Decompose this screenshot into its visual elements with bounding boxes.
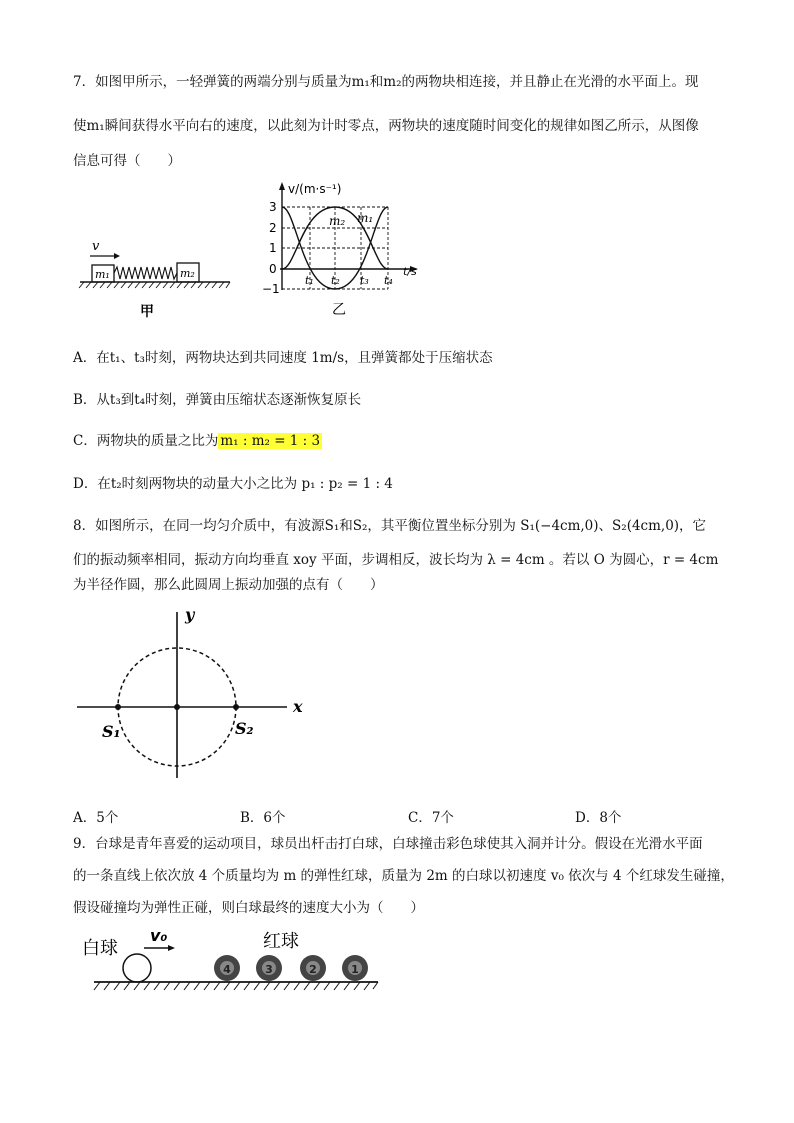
y-axis-label: y [185,605,195,624]
red-ball-4-number: 4 [223,963,231,976]
table-hatching [94,982,378,990]
q8-stem-line-2: 们的振动频率相同，振动方向均垂直 xoy 平面，步调相反，波长均为 λ = 4cm 。若以 O 为圆心，r = 4cm [73,552,719,568]
q8-stem-line-1: 8．如图所示，在同一均匀介质中，有波源S₁和S₂，其平衡位置坐标分别为 S₁(−4cm,0)、S₂(4cm,0)，它 [73,518,707,534]
y-tick-1: 1 [269,241,277,255]
y-axis-label: v/(m·s⁻¹) [288,182,342,196]
spring [114,267,177,279]
curve-label-m1: m₁ [357,211,374,225]
q8-option-c[interactable]: C．7个 [408,810,454,826]
y-tick-3: 3 [269,200,277,214]
q9-stem-line-3: 假设碰撞均为弹性正碰，则白球最终的速度大小为（ ） [73,900,424,916]
q9-figure-billiards [80,922,385,994]
q8-stem-line-3: 为半径作圆，那么此圆周上振动加强的点有（ ） [73,577,384,593]
y-tick-minus-1: −1 [262,282,280,296]
y-axis-arrowhead [279,182,285,190]
white-ball-label: 白球 [82,938,118,959]
velocity-label: v₀ [150,926,168,945]
q7-stem-line-1: 7．如图甲所示，一轻弹簧的两端分别与质量为m₁和m₂的两物块相连接，并且静止在光滑的水平面上。现 [73,74,699,90]
q7-stem-line-3: 信息可得（ ） [73,153,181,169]
block-m2-label: m₂ [180,267,195,280]
red-ball-1-number: 1 [351,963,359,976]
x-axis-label: x [293,697,303,716]
s2-label: S₂ [235,719,254,738]
curve-label-m2: m₂ [329,214,346,228]
q8-option-d[interactable]: D．8个 [575,810,622,826]
q7-stem-line-2: 使m₁瞬间获得水平向右的速度，以此刻为计时零点，两物块的速度随时间变化的规律如图乙所示，从图像 [73,118,699,134]
q8-option-a[interactable]: A．5个 [73,810,119,826]
x-tick-t1: t₁ [305,274,314,287]
source-s2-point [233,704,239,710]
velocity-arrowhead [114,253,120,259]
source-s1-point [115,704,121,710]
velocity-arrowhead [168,945,175,951]
white-ball [123,954,151,982]
q7-option-c-text: C．两物块的质量之比为 [73,433,219,449]
x-tick-t4: t₄ [384,274,393,287]
x-tick-t3: t₃ [360,274,369,287]
q8-option-b[interactable]: B．6个 [240,810,286,826]
figure-caption-jia: 甲 [140,304,154,320]
q7-figure-spring-blocks [78,235,238,325]
ground-hatching [79,282,230,288]
red-ball-label: 红球 [263,931,299,952]
origin-point [174,704,180,710]
q7-figure-vt-graph [262,180,437,320]
block-m1-label: m₁ [95,268,110,281]
velocity-label: v [92,239,100,254]
q9-stem-line-2: 的一条直线上依次放 4 个质量均为 m 的弹性红球，质量为 2m 的白球以初速度 v₀ 依次与 4 个红球发生碰撞， [73,868,734,884]
y-tick-0: 0 [269,262,277,276]
q7-option-d[interactable]: D．在t₂时刻两物块的动量大小之比为 p₁ : p₂ = 1 : 4 [73,476,393,492]
red-ball-3-number: 3 [265,963,273,976]
red-ball-2-number: 2 [309,963,317,976]
q7-option-a[interactable]: A．在t₁、t₃时刻，两物块达到共同速度 1m/s，且弹簧都处于压缩状态 [73,350,493,366]
figure-caption-yi: 乙 [332,302,346,318]
q7-option-c[interactable] [73,429,322,449]
q9-stem-line-1: 9．台球是青年喜爱的运动项目，球员出杆击打白球，白球撞击彩色球使其入洞并计分。假设在光滑水平面 [73,836,703,852]
x-tick-t2: t₂ [331,274,340,287]
x-axis-label: t/s [403,265,417,278]
q8-figure-circle [75,602,315,782]
s1-label: S₁ [102,722,121,741]
q7-option-c-highlight: m₁ : m₂ = 1 : 3 [220,433,321,449]
y-tick-2: 2 [269,221,277,235]
q7-option-b[interactable]: B．从t₃到t₄时刻，弹簧由压缩状态逐渐恢复原长 [73,392,362,408]
